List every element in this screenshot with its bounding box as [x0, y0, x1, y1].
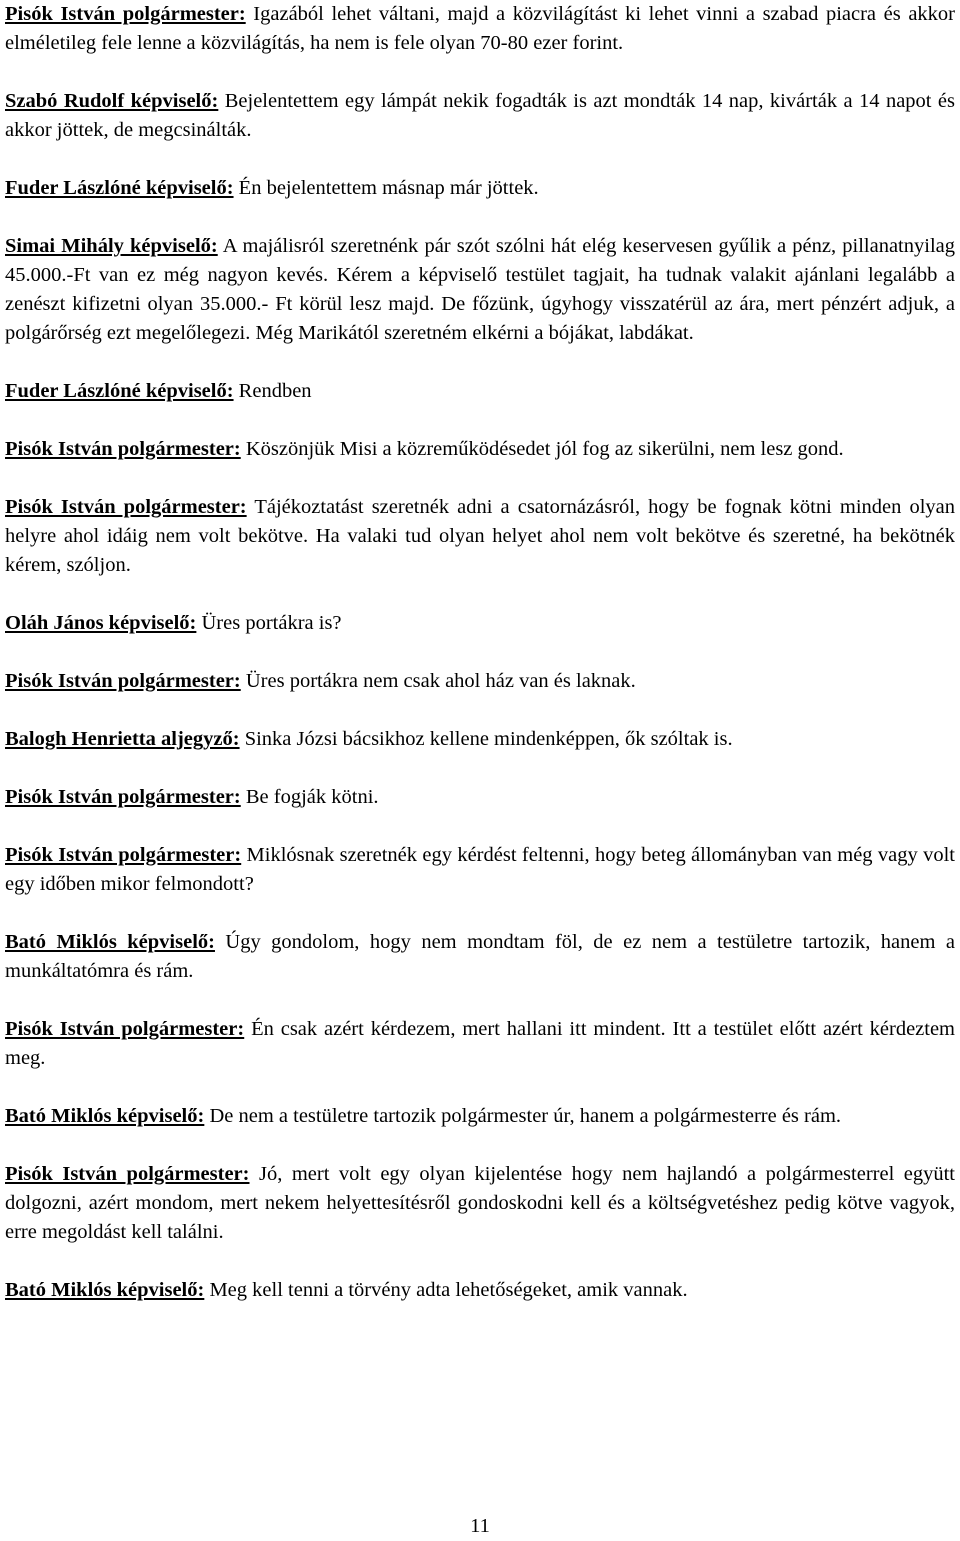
- paragraph: [5, 174, 955, 203]
- paragraph-text: Tájékoztatást szeretnék adni a csatornázásról, hogy be fognak kötni minden olyan helyre ahol idáig nem volt bekötve. Ha valaki tud olyan helyet ahol nem volt bekötve és szeretné, ha bekötnék kérem, szóljon.: [5, 496, 956, 576]
- page-number: 11: [470, 1515, 490, 1537]
- paragraph-text: Én bejelentettem másnap már jöttek.: [233, 177, 539, 199]
- speaker-label: Pisók István polgármester:: [5, 844, 242, 866]
- speaker-label: Balogh Henrietta aljegyző:: [5, 728, 240, 750]
- paragraph-text: Üres portákra is?: [196, 612, 342, 634]
- paragraph-text: Köszönjük Misi a közreműködésedet jól fog az sikerülni, nem lesz gond.: [240, 438, 844, 460]
- speaker-label: Pisók István polgármester:: [5, 670, 241, 692]
- paragraph: [5, 493, 955, 580]
- paragraph-text: Rendben: [233, 380, 312, 402]
- paragraph: [5, 928, 955, 986]
- speaker-label: Pisók István polgármester:: [5, 1018, 245, 1040]
- speaker-label: Simai Mihály képviselő:: [5, 235, 218, 257]
- speaker-label: Bató Miklós képviselő:: [5, 1279, 205, 1301]
- paragraph-text: Úgy gondolom, hogy nem mondtam föl, de ez nem a testületre tartozik, hanem a munkáltatómra és rám.: [5, 931, 955, 982]
- paragraph-text: Bejelentettem egy lámpát nekik fogadták is azt mondták 14 nap, kivárták a 14 napot és akkor jöttek, de megcsinálták.: [5, 90, 955, 141]
- paragraph: [5, 1276, 955, 1305]
- paragraph-text: Jó, mert volt egy olyan kijelentése hogy nem hajlandó a polgármesterrel együtt dolgozni, azért mondom, mert nekem helyettesítésről gondoskodni kell és a költségvetéshez pedig kötve vagyok, erre megoldást kell találni.: [5, 1163, 956, 1243]
- paragraph: [5, 667, 955, 696]
- speaker-label: Bató Miklós képviselő:: [5, 1105, 205, 1127]
- paragraph: [5, 0, 955, 58]
- paragraph: [5, 1160, 955, 1247]
- document-page: [5, 0, 955, 1334]
- speaker-label: Fuder Lászlóné képviselő:: [5, 380, 234, 402]
- paragraph: [5, 377, 955, 406]
- paragraph: [5, 87, 955, 145]
- paragraph: [5, 841, 955, 899]
- speaker-label: Pisók István polgármester:: [5, 438, 241, 460]
- speaker-label: Pisók István polgármester:: [5, 1163, 250, 1185]
- speaker-label: Pisók István polgármester:: [5, 496, 247, 518]
- paragraph-text: Én csak azért kérdezem, mert hallani itt mindent. Itt a testület előtt azért kérdeztem meg.: [5, 1018, 956, 1069]
- paragraph-text: Be fogják kötni.: [240, 786, 379, 808]
- paragraph-text: Miklósnak szeretnék egy kérdést feltenni, hogy beteg állományban van még vagy volt egy időben mikor felmondott?: [5, 844, 955, 895]
- speaker-label: Pisók István polgármester:: [5, 786, 241, 808]
- paragraph-text: Üres portákra nem csak ahol ház van és laknak.: [240, 670, 636, 692]
- speaker-label: Fuder Lászlóné képviselő:: [5, 177, 234, 199]
- paragraph: [5, 1102, 955, 1131]
- paragraph-text: Meg kell tenni a törvény adta lehetőségeket, amik vannak.: [204, 1279, 688, 1301]
- speaker-label: Szabó Rudolf képviselő:: [5, 90, 219, 112]
- speaker-label: Pisók István polgármester:: [5, 3, 246, 25]
- paragraph: [5, 609, 955, 638]
- speaker-label: Oláh János képviselő:: [5, 612, 197, 634]
- paragraph: [5, 1015, 955, 1073]
- paragraph: [5, 435, 955, 464]
- paragraph-text: Sinka Józsi bácsikhoz kellene mindenképpen, ők szóltak is.: [239, 728, 733, 750]
- paragraph: [5, 783, 955, 812]
- paragraph-text: A majálisról szeretnénk pár szót szólni hát elég keservesen gyűlik a pénz, pillanatnyilag 45.000.-Ft van ez még nagyon kevés. Kérem a képviselő testület tagjait, ha tudnak valakit ajánlani legalább a zenészt kifizetni olyan 35.000.- Ft körül lesz majd. De főzünk, úgyhogy visszatérül az ára, mert pénzért adjuk, a polgárőrség ezt megelőlegezi. Még Marikától szeretném elkérni a bójákat, labdákat.: [5, 235, 955, 344]
- paragraph: [5, 232, 955, 348]
- speaker-label: Bató Miklós képviselő:: [5, 931, 215, 953]
- paragraph-text: De nem a testületre tartozik polgármester úr, hanem a polgármesterre és rám.: [204, 1105, 842, 1127]
- paragraph-text: Igazából lehet váltani, majd a közvilágítást ki lehet vinni a szabad piacra és akkor elméletileg fele lenne a közvilágítás, ha nem is fele olyan 70-80 ezer forint.: [5, 3, 955, 54]
- paragraph: [5, 725, 955, 754]
